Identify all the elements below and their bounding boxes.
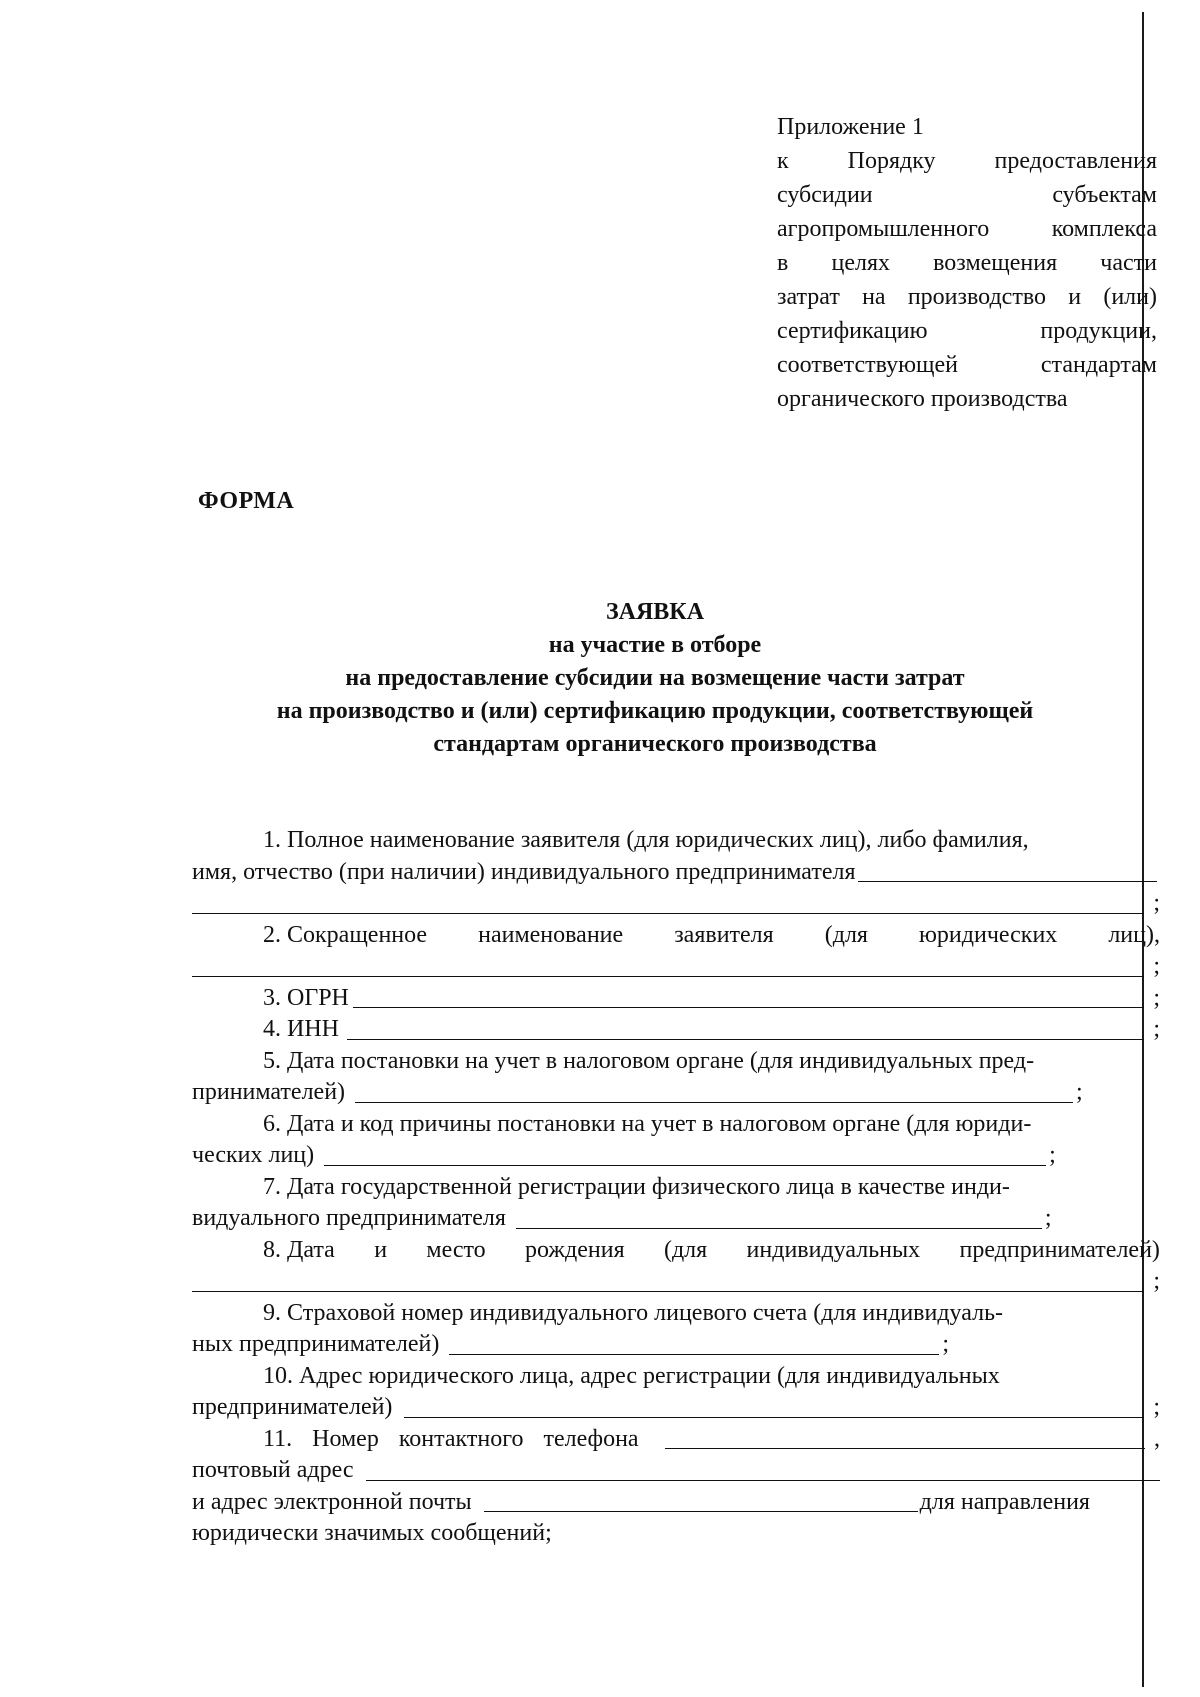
item-6-text: 6. Дата и код причины постановки на учет в налоговом органе (для юриди- [263,1110,1032,1137]
appendix-line: в целях возмещения части [777,250,1157,276]
ogrn-field[interactable] [353,1007,1144,1008]
appendix-line: соответствующей стандартам [777,352,1157,378]
item-11-line [192,1518,1160,1550]
item-6-line [192,1140,1160,1172]
item-10-text: 10. Адрес юридического лица, адрес регистрации (для индивидуальных [263,1362,1000,1389]
appendix-line: затрат на производство и (или) [777,284,1157,310]
item-7-line [192,1203,1160,1235]
item-5-text: принимателей) [192,1079,346,1105]
item-2-word: юридических [918,921,1058,948]
semicolon: ; [1049,1142,1056,1168]
item-6-line [192,1109,1160,1141]
applicant-full-name-field-cont[interactable] [192,913,1144,914]
appendix-line: к Порядку предоставления [777,148,1157,174]
appendix-line: органического производства [777,386,1068,412]
item-2-line [192,920,1160,952]
item-2-word: лиц), [1108,921,1160,948]
item-11-line [192,1455,1160,1487]
snils-field[interactable] [449,1354,939,1355]
email-field[interactable] [484,1511,918,1512]
item-11-text: для направления [919,1488,1090,1515]
item-8-word: и [374,1236,388,1263]
item-1-line [192,857,1160,889]
item-6-text: ческих лиц) [192,1142,315,1168]
item-8-word: (для [663,1236,708,1263]
item-8-word: индивидуальных [746,1236,921,1263]
birth-date-place-field[interactable] [192,1291,1144,1292]
tax-reason-code-field[interactable] [324,1165,1046,1166]
item-11-word: Номер [312,1425,379,1452]
comma: , [1154,1425,1160,1452]
appendix-line: субсидии субъектам [777,182,1157,208]
item-2-word: (для [824,921,868,948]
item-1-text: имя, отчество (при наличии) индивидуального предпринимателя [192,858,856,885]
item-11-text: почтовый адрес [192,1457,354,1483]
appendix-line: сертификацию продукции, [777,318,1157,344]
inn-field[interactable] [347,1039,1144,1040]
application-form [192,825,1160,1550]
item-11-line [192,1487,1160,1519]
semicolon: ; [1076,1079,1083,1105]
item-5-line [192,1046,1160,1078]
item-8-word: 8. Дата [263,1236,335,1263]
item-11-line [192,1424,1160,1456]
title-line: на предоставление субсидии на возмещение части затрат [345,665,965,691]
item-9-line [192,1298,1160,1330]
semicolon: ; [1153,984,1160,1011]
phone-field[interactable] [665,1448,1145,1449]
document-title [150,596,1160,761]
title-line: стандартам органического производства [433,731,877,757]
semicolon: ; [1153,890,1160,916]
item-7-text: 7. Дата государственной регистрации физического лица в качестве инди- [263,1173,1010,1200]
appendix-header [777,110,1157,416]
item-11-text: юридически значимых сообщений; [192,1520,552,1546]
item-3-text: 3. ОГРН [263,984,349,1011]
item-11-word: 11. [263,1425,293,1452]
item-8-line [192,1266,1160,1298]
applicant-short-name-field[interactable] [192,976,1144,977]
item-10-text: предпринимателей) [192,1394,393,1420]
item-9-text: 9. Страховой номер индивидуального лицевого счета (для индивидуаль- [263,1299,1004,1326]
semicolon: ; [1153,1016,1160,1042]
item-9-line [192,1329,1160,1361]
item-2-word: заявителя [674,921,774,948]
item-10-line [192,1392,1160,1424]
title-line: на участие в отборе [548,632,762,658]
semicolon: ; [1153,1394,1160,1420]
item-5-line [192,1077,1160,1109]
item-8-word: место [426,1236,486,1263]
item-2-word: наименование [478,921,624,948]
item-11-word: контактного [398,1425,524,1452]
state-registration-date-field[interactable] [516,1228,1042,1229]
item-1-text: 1. Полное наименование заявителя (для юридических лиц), либо фамилия, [263,827,1029,853]
title-heading: ЗАЯВКА [605,599,705,625]
tax-registration-date-field[interactable] [355,1102,1073,1103]
item-8-word: рождения [525,1236,625,1263]
item-7-text: видуального предпринимателя [192,1205,506,1231]
semicolon: ; [1153,953,1160,979]
item-9-text: ных предпринимателей) [192,1331,440,1357]
appendix-title: Приложение 1 [777,114,924,140]
item-2-line [192,951,1160,983]
title-line: на производство и (или) сертификацию продукции, соответствующей [276,698,1034,724]
item-10-line [192,1361,1160,1393]
legal-address-field[interactable] [404,1417,1144,1418]
item-2-word: 2. Сокращенное [263,921,428,948]
applicant-full-name-field[interactable] [858,881,1158,882]
semicolon: ; [942,1331,950,1357]
item-4-line [192,1014,1160,1046]
item-5-text: 5. Дата постановки на учет в налоговом органе (для индивидуальных пред- [263,1047,1035,1074]
item-1-line [192,825,1160,857]
semicolon: ; [1153,1268,1160,1294]
form-label: ФОРМА [198,488,295,514]
item-8-word: предпринимателей) [959,1236,1160,1263]
item-11-text: и адрес электронной почты [192,1488,472,1515]
appendix-line: агропромышленного комплекса [777,216,1157,242]
postal-address-field[interactable] [366,1480,1160,1481]
item-4-text: 4. ИНН [263,1016,339,1042]
item-3-line [192,983,1160,1015]
item-1-line [192,888,1160,920]
semicolon: ; [1044,1205,1052,1231]
item-11-word: телефона [543,1425,639,1452]
item-7-line [192,1172,1160,1204]
item-8-line [192,1235,1160,1267]
